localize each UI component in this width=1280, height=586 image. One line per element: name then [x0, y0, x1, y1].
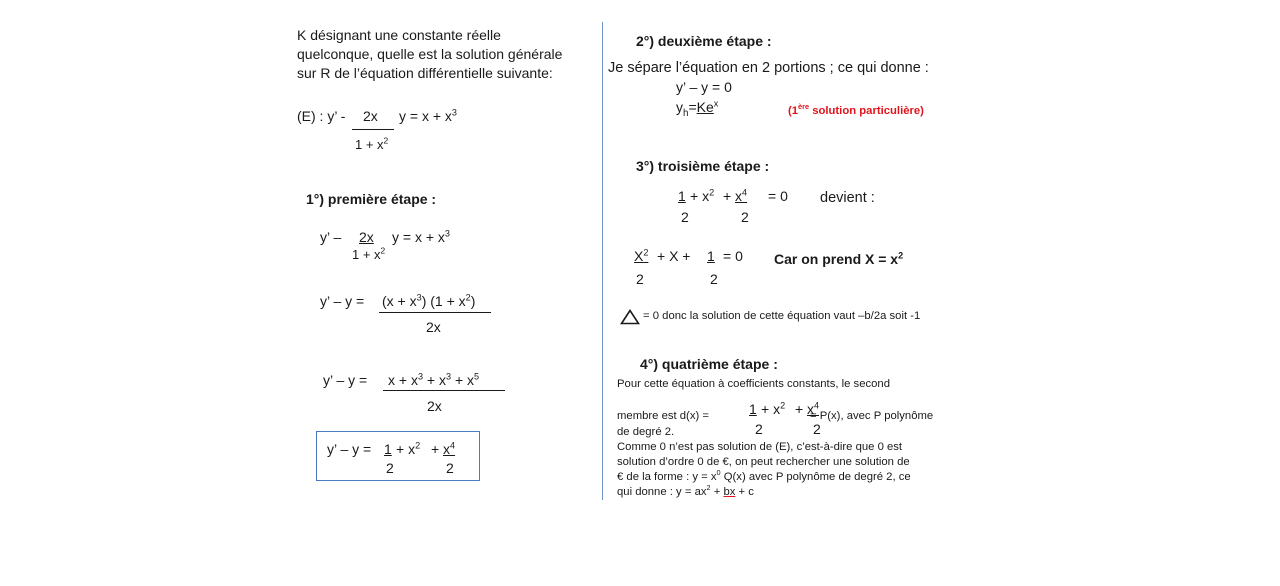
step3-title: 3°) troisième étape : [636, 158, 770, 174]
s1e4-d1: 2 [386, 460, 394, 476]
s1e1-den: $1 + x^2$ [352, 245, 386, 262]
eqE-denominator: $1 + x^2$ [355, 135, 389, 152]
s1e3-fraction-bar [383, 390, 505, 391]
question-line-2: quelconque, quelle est la solution générale [297, 46, 563, 62]
step2-title: 2°) deuxième étape : [636, 33, 772, 49]
step4-line-6: € de la forme : $y = x^0$ Q(x) avec P polynôme de degré 2, ce [617, 468, 911, 483]
step2-eq1: y’ – y = 0 [676, 79, 732, 95]
s1e3-lhs: y’ – y = [323, 372, 368, 388]
question-line-1: K désignant une constante réelle [297, 27, 501, 43]
eqE-fraction-bar [352, 129, 394, 130]
s1e2-den: 2x [426, 319, 441, 335]
eqE-rhs: $y = x + x^3$ [399, 107, 457, 124]
s4-d2: 2 [813, 421, 821, 437]
step4-title: 4°) quatrième étape : [640, 356, 778, 372]
step4-line-4: Comme 0 n’est pas solution de (E), c’est-à-dire que 0 est [617, 441, 903, 453]
s1e3-den: 2x [427, 398, 442, 414]
s3a-plus: + [723, 188, 732, 204]
s1e2-num: $(x + x^3)$ $(1 + x^2)$ [382, 292, 476, 309]
step3-devient: devient : [820, 190, 875, 206]
s1e4-t1: 1 [384, 441, 392, 457]
step3-car: Car on prend $X = x^2$ [774, 250, 904, 267]
step4-line-7: qui donne : $y = ax^2$ + bx + c [617, 483, 754, 498]
eqE-numerator: 2x [363, 108, 378, 124]
s4-p2a: membre est d(x) = [617, 410, 709, 422]
s3a-t3: $x^4$ [735, 187, 748, 204]
s3b-t2: 1 [707, 248, 715, 264]
s4-t3: $x^4$ [807, 400, 820, 417]
s4-d1: 2 [755, 421, 763, 437]
s1e2-lhs: y’ – y = [320, 293, 365, 309]
step4-line-1: Pour cette équation à coefficients constants, le second [617, 378, 890, 390]
s3b-d2: 2 [710, 271, 718, 287]
s1e4-plus: + [431, 441, 440, 457]
s1e3-num: $x + x^3 + x^3 + x^5$ [388, 371, 480, 388]
step3-delta-text: = 0 donc la solution de cette équation vaut –b/2a soit -1 [643, 310, 921, 322]
s3a-t1: 1 [678, 188, 686, 204]
step2-note: (1ère solution particulière) [788, 102, 924, 117]
step4-line-3: de degré 2. [617, 426, 675, 438]
step2-yh: $y_h=Ke^x$ [676, 98, 719, 119]
s1e4-d2: 2 [446, 460, 454, 476]
s1e1-rhs: $y = x + x^3$ [392, 228, 450, 245]
delta-triangle-icon [620, 309, 640, 325]
s3b-mid: + X + [657, 248, 691, 264]
s3b-rhs: = 0 [723, 248, 743, 264]
s3b-d1: 2 [636, 271, 644, 287]
s1e4-lhs: y’ – y = [327, 441, 372, 457]
question-line-3: sur R de l’équation différentielle suivante: [297, 65, 553, 81]
s3a-d1: 2 [681, 209, 689, 225]
s3a-t2: + $x^2$ [690, 187, 715, 204]
eqE-prefix: (E) : y’ - [297, 108, 346, 124]
step1-title: 1°) première étape : [306, 191, 437, 207]
s1e1-lhs: y’ – [320, 229, 342, 245]
s1e4-t2: + $x^2$ [396, 440, 421, 457]
s3b-t1: $X^2$ [634, 247, 649, 264]
s4-plus: + [795, 401, 804, 417]
step4-line-5: solution d’ordre 0 de €, on peut rechercher une solution de [617, 456, 910, 468]
s4-p2b: = P(x), avec P polynôme [810, 410, 934, 422]
s1e1-num: 2x [359, 229, 374, 245]
s4-t2: + $x^2$ [761, 400, 786, 417]
s1e2-fraction-bar [379, 312, 491, 313]
step2-intro: Je sépare l’équation en 2 portions ; ce qui donne : [608, 60, 929, 76]
s3a-rhs: = 0 [768, 188, 788, 204]
s1e4-t3: $x^4$ [443, 440, 456, 457]
s4-t1: 1 [749, 401, 757, 417]
s3a-d2: 2 [741, 209, 749, 225]
column-divider [602, 22, 603, 500]
